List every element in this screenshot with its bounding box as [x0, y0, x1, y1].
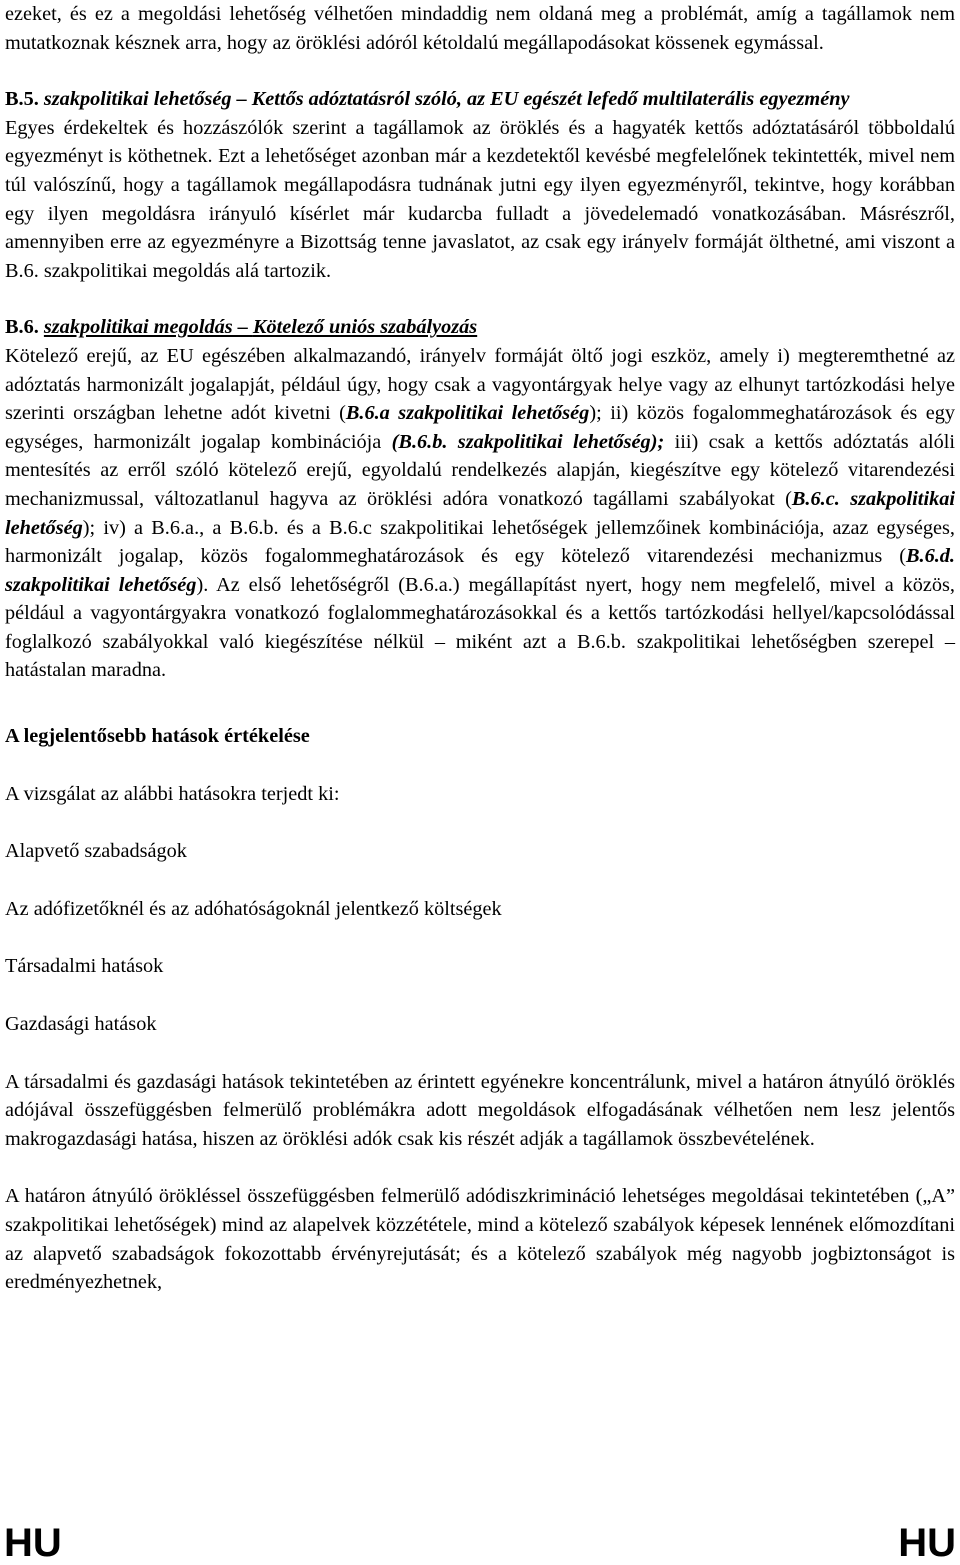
assessment-paragraph-1: A társadalmi és gazdasági hatások tekintetében az érintett egyénekre koncentrálunk, mivel a határon átnyúló öröklés adójával összefüggésben felmerülő problémákra adott megoldások elfogadásának vélhetően nem lesz jelentős makrogazdasági hatása, hiszen az öröklési adók csak kis részét adják a tagállamok összbevételének.: [5, 1070, 955, 1150]
document-page: [5, 0, 955, 1297]
assessment-paragraph-2: A határon átnyúló örökléssel összefüggésben felmerülő adódiszkrimináció lehetséges megoldásai tekintetében („A” szakpolitikai lehetőségek) mind az alapelvek közzététele, mind a kötelező szabályok képesek lennének előmozdítani az alapvető szabadságok fokozottabb érvényrejutását; és a kötelező szabályok még nagyobb jogbiztonságot is eredményezhetnek,: [5, 1185, 955, 1294]
b6-text-3: iii) csak a kettős adóztatás alóli mentesítés az erről szóló kötelező erejű, egyoldalú rendelkezés alapján, kiegészítve egy kötelező vitarendezési mechanizmussal, változatlanul hagyva az öröklési adóra vonatkozó tagállami szabályokat (: [5, 430, 955, 510]
b6-text-5: ). Az első lehetőségről (B.6.a.) megállapítást nyert, hogy nem megfelelő, mivel a közös, például a vagyontárgyakra vonatkozó foglalommeghatározásokkal és a kettős tartózkodási hellyel/kapcsolódással foglalkozó szabályokkal való kiegészítése nélkül – miként azt a B.6.b. szakpolitikai lehetőségben szerepel – hatástalan maradna.: [5, 573, 955, 682]
assessment-lead: A vizsgálat az alábbi hatásokra terjedt ki:: [5, 782, 340, 805]
b6-ref-d: B.6.d. szakpolitikai lehetőség: [5, 545, 955, 596]
b6-title-part-b: Kötelező uniós szabályozás: [252, 316, 478, 339]
footer-language-right: HU: [898, 1521, 956, 1565]
b6-text-1: Kötelező erejű, az EU egészében alkalmazandó, irányelv formáját öltő jogi eszköz, amely i) megteremthetné az adóztatás harmonizált jogalapját, például úgy, hogy csak a vagyontárgyak helye vagy az elhunyt tartózkodási helye szerinti országban lehetne adót kivetni (: [5, 344, 955, 425]
b6-ref-b: (B.6.b. szakpolitikai lehetőség);: [391, 430, 665, 453]
impact-item: Az adófizetőknél és az adóhatóságoknál jelentkező költségek: [5, 897, 502, 920]
impact-item: Társadalmi hatások: [5, 955, 164, 978]
impact-item: Gazdasági hatások: [5, 1013, 157, 1036]
b6-ref-a: B.6.a szakpolitikai lehetőség: [345, 402, 590, 425]
b6-text-2: ); ii) közös fogalommeghatározások és egy egységes, harmonizált jogalap kombinációja: [5, 402, 955, 453]
assessment-heading: A legjelentősebb hatások értékelése: [5, 725, 310, 748]
intro-paragraph: ezeket, és ez a megoldási lehetőség vélhetően mindaddig nem oldaná meg a problémát, amíg a tagállamok nem mutatkoznak késznek arra, hogy az öröklési adóról kétoldalú megállapodásokat kössenek egymással.: [5, 3, 955, 54]
impact-item: Alapvető szabadságok: [5, 840, 187, 863]
b5-number: B.5.: [5, 88, 39, 111]
b6-ref-c: B.6.c. szakpolitikai lehetőség: [5, 487, 955, 539]
b6-heading: [5, 313, 955, 342]
b5-heading: [5, 85, 955, 114]
b5-paragraph: Egyes érdekeltek és hozzászólók szerint a tagállamok az öröklés és a hagyaték kettős adóztatásáról többoldalú egyezményt is köthetnek. Ezt a lehetőséget azonban már a kezdetektől kevésbé megfelelőnek tekintették, mivel nem túl valószínű, hogy a tagállamok megállapodásra tudnának jutni egy ilyen egyezményről, tekintve, hogy korábban egy ilyen megoldásra irányuló kísérlet már kudarcba fulladt a jövedelemadó vonatkozásában. Másrészről, amennyiben erre az egyezményre a Bizottság tenne javaslatot, az csak egy irányelv formáját ölthetné, ami viszont a B.6. szakpolitikai megoldás alá tartozik.: [5, 116, 955, 282]
b6-paragraph: [5, 342, 955, 685]
footer-language-left: HU: [4, 1521, 62, 1565]
b6-text-4: ); iv) a B.6.a., a B.6.b. és a B.6.c szakpolitikai lehetőségek jellemzőinek kombinációja, azaz egységes, harmonizált jogalap, közös fogalommeghatározások és egy kötelező vitarendezési mechanizmus (: [5, 516, 955, 568]
b6-title-part-a: szakpolitikai megoldás –: [43, 316, 253, 339]
b6-number: B.6.: [5, 316, 39, 339]
b5-title: szakpolitikai lehetőség – Kettős adóztatásról szóló, az EU egészét lefedő multilaterális egyezmény: [43, 88, 850, 111]
